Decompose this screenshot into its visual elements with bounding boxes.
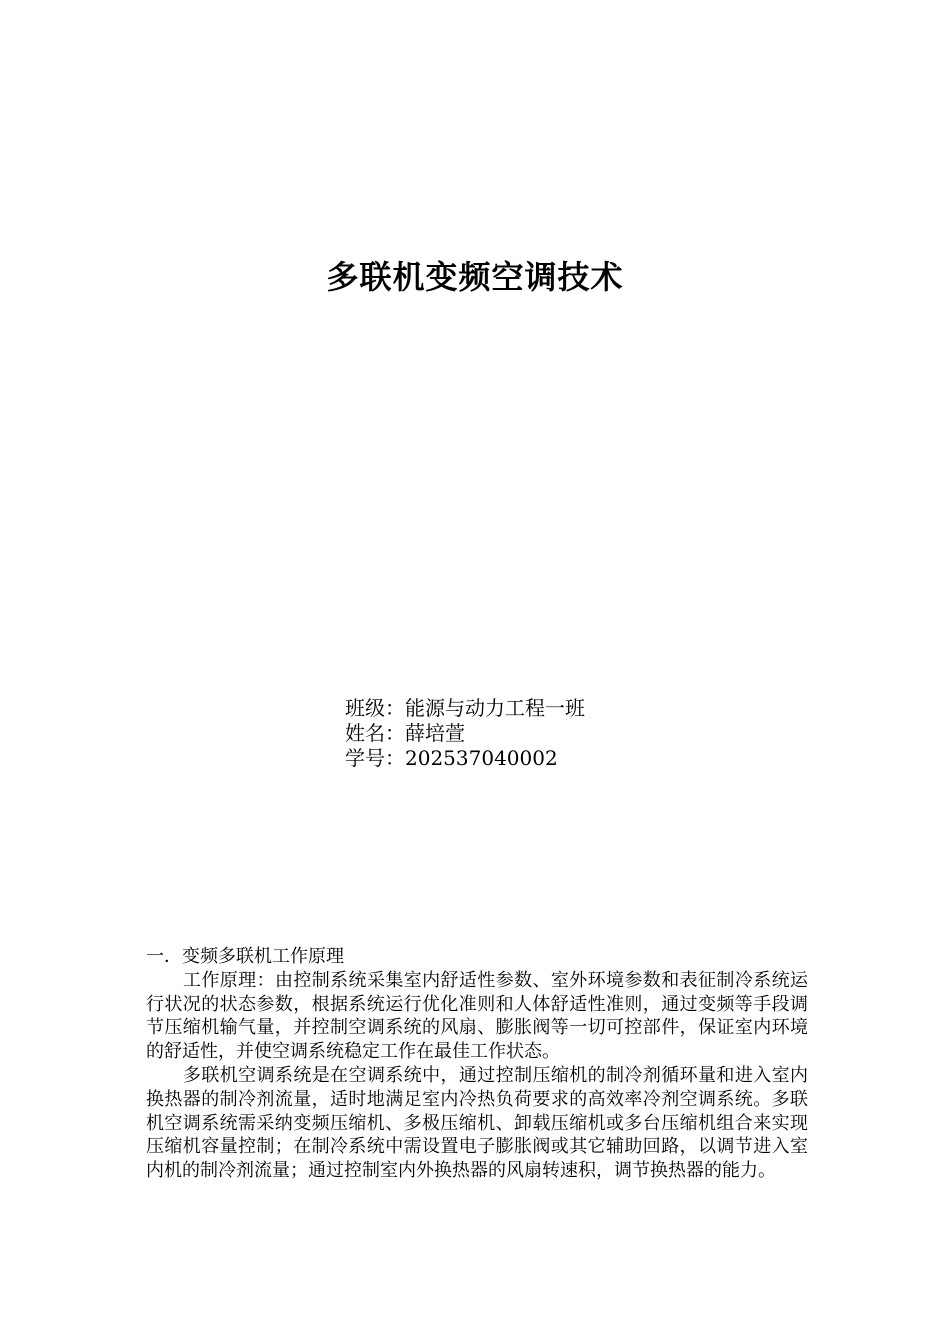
student-info [345, 696, 585, 771]
paragraph-principle: 工作原理：由控制系统采集室内舒适性参数、室外环境参数和表征制冷系统运行状况的状态参数，根据系统运行优化准则和人体舒适性准则，通过变频等手段调节压缩机输气量，并控制空调系统的风扇、膨胀阀等一切可控部件，保证室内环境的舒适性，并使空调系统稳定工作在最佳工作状态。 [146, 969, 808, 1063]
section-body [146, 945, 808, 1183]
paragraph-system: 多联机空调系统是在空调系统中，通过控制压缩机的制冷剂循环量和进入室内换热器的制冷剂流量，适时地满足室内冷热负荷要求的高效率冷剂空调系统。多联机空调系统需采纳变频压缩机、多极压缩机、卸载压缩机或多台压缩机组合来实现压缩机容量控制；在制冷系统中需设置电子膨胀阀或其它辅助回路，以调节进入室内机的制冷剂流量；通过控制室内外换热器的风扇转速积，调节换热器的能力。 [146, 1064, 808, 1182]
student-id-label: 学号：202537040002 [345, 746, 558, 770]
section-heading: 一．变频多联机工作原理 [146, 946, 344, 967]
class-label: 班级：能源与动力工程一班 [345, 696, 585, 720]
page-title: 多联机变频空调技术 [326, 258, 624, 296]
name-label: 姓名：薛培萱 [345, 721, 465, 745]
